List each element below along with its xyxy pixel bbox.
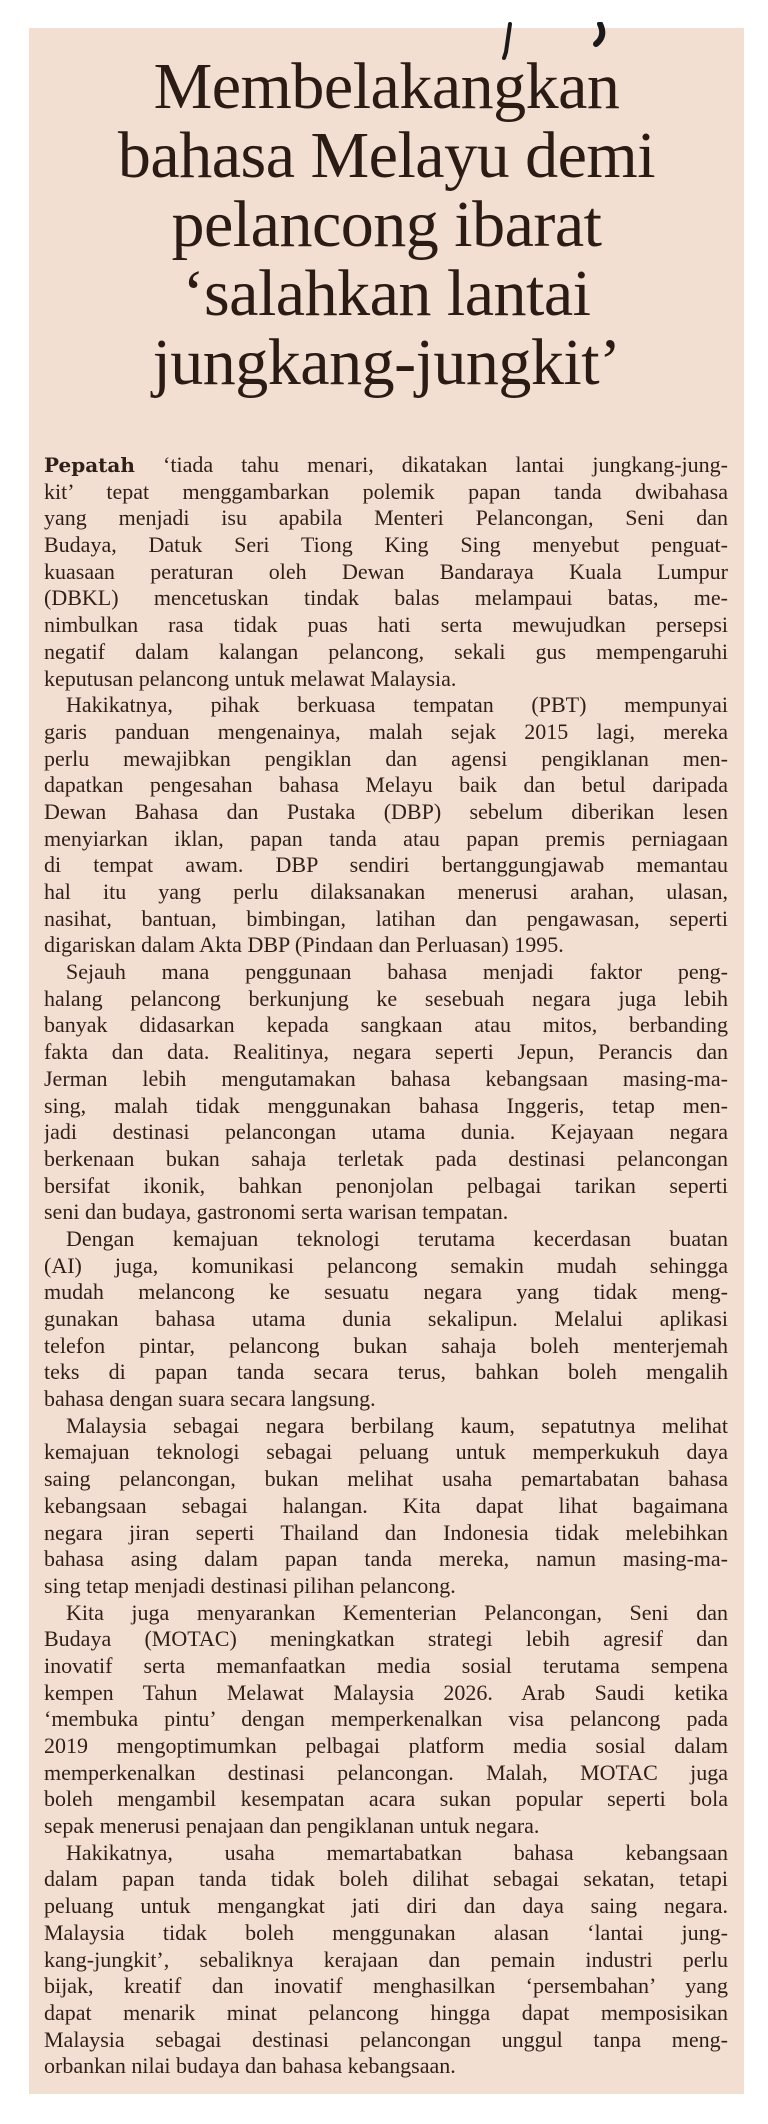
- text-line: Hakikatnya, pihak berkuasa tempatan (PBT) mempunyai: [66, 692, 728, 718]
- text-line: Malaysia tidak boleh menggunakan alasan ‘lantai jung-: [44, 1919, 728, 1945]
- text-line: digariskan dalam Akta DBP (Pindaan dan Perluasan) 1995.: [44, 932, 564, 958]
- text-line: Budaya, Datuk Seri Tiong King Sing menyebut penguat-: [44, 532, 728, 558]
- text-line: garis panduan mengenainya, malah sejak 2015 lagi, mereka: [44, 718, 728, 744]
- text-line: (DBKL) mencetuskan tindak balas melampaui batas, me-: [44, 585, 728, 611]
- text-line: kang-jungkit’, sebaliknya kerajaan dan pemain industri perlu: [44, 1946, 728, 1972]
- text-line: kuasaan peraturan oleh Dewan Bandaraya Kuala Lumpur: [44, 558, 728, 584]
- text-line: bersifat ikonik, bahkan penonjolan pelbagai tarikan seperti: [44, 1172, 728, 1198]
- text-line: berkenaan bukan sahaja terletak pada destinasi pelancongan: [44, 1145, 728, 1171]
- text-line: saing pelancongan, bukan melihat usaha pemartabatan bahasa: [44, 1466, 728, 1492]
- lead-word: Pepatah: [44, 453, 135, 477]
- text-line: sing, malah tidak menggunakan bahasa Inggeris, tetap men-: [44, 1092, 728, 1118]
- text-line: nasihat, bantuan, bimbingan, latihan dan pengawasan, seperti: [44, 905, 728, 931]
- text-line: di tempat awam. DBP sendiri bertanggungjawab memantau: [44, 852, 728, 878]
- text-line: menyiarkan iklan, papan tanda atau papan premis perniagaan: [44, 825, 728, 851]
- article-paragraph: [44, 1840, 728, 2080]
- text-line: Malaysia sebagai destinasi pelancongan unggul tanpa meng-: [44, 2026, 728, 2052]
- headline-line: Membelakangkan: [153, 50, 620, 123]
- headline-line: ‘salahkan lantai: [182, 257, 591, 330]
- article-body: [44, 452, 728, 2080]
- text-line: peluang untuk mengangkat jati diri dan daya saing negara.: [44, 1893, 728, 1919]
- article-paragraph: [44, 1226, 728, 1413]
- text-line: kit’ tepat menggambarkan polemik papan tanda dwibahasa: [44, 478, 728, 504]
- article-paragraph: [44, 692, 728, 959]
- text-line: teks di papan tanda secara terus, bahkan boleh mengalih: [44, 1359, 728, 1385]
- text-line: 2019 mengoptimumkan pelbagai platform media sosial dalam: [44, 1733, 728, 1758]
- text-line: orbankan nilai budaya dan bahasa kebangsaan.: [44, 2053, 456, 2079]
- text-line: banyak didasarkan kepada sangkaan atau mitos, berbanding: [44, 1012, 728, 1038]
- article-paragraph: [44, 959, 728, 1226]
- text-line: nimbulkan rasa tidak puas hati serta mewujudkan persepsi: [44, 612, 728, 638]
- text-line: kemajuan teknologi sebagai peluang untuk memperkukuh daya: [44, 1439, 728, 1465]
- article-paragraph: [44, 1413, 728, 1600]
- text-line: seni dan budaya, gastronomi serta warisan tempatan.: [44, 1199, 509, 1225]
- text-line: bijak, kreatif dan inovatif menghasilkan ‘persembahan’ yang: [44, 1973, 728, 1999]
- text-line: halang pelancong berkunjung ke sesebuah negara juga lebih: [44, 985, 728, 1011]
- article-headline: [29, 52, 744, 397]
- headline-line: jungkang-jungkit’: [152, 326, 621, 399]
- text-line: (AI) juga, komunikasi pelancong semakin mudah sehingga: [44, 1252, 728, 1278]
- text-line: fakta dan data. Realitinya, negara seperti Jepun, Perancis dan: [44, 1039, 728, 1065]
- text-line: Jerman lebih mengutamakan bahasa kebangsaan masing-ma-: [44, 1065, 728, 1091]
- article-paragraph: [44, 1600, 728, 1840]
- text-line: dapatkan pengesahan bahasa Melayu baik dan betul daripada: [44, 772, 728, 798]
- text-line: dalam papan tanda tidak boleh dilihat sebagai sekatan, tetapi: [44, 1866, 728, 1892]
- text-line: inovatif serta memanfaatkan media sosial terutama sempena: [44, 1652, 728, 1678]
- text-line: perlu mewajibkan pengiklan dan agensi pengiklanan men-: [44, 745, 728, 771]
- text-line: [44, 452, 728, 479]
- text-line: Hakikatnya, usaha memartabatkan bahasa kebangsaan: [66, 1839, 728, 1865]
- text-line: keputusan pelancong untuk melawat Malaysia.: [44, 665, 457, 691]
- text-line: memperkenalkan destinasi pelancongan. Malah, MOTAC juga: [44, 1759, 728, 1785]
- text-line: dapat menarik minat pelancong hingga dapat memposisikan: [44, 1999, 728, 2025]
- text-line: gunakan bahasa utama dunia sekalipun. Melalui aplikasi: [44, 1306, 728, 1331]
- text-line: Malaysia sebagai negara berbilang kaum, sepatutnya melihat: [66, 1412, 728, 1438]
- article-paragraph: [44, 452, 728, 692]
- text-line: jadi destinasi pelancongan utama dunia. Kejayaan negara: [44, 1119, 728, 1145]
- text-line: bahasa asing dalam papan tanda mereka, namun masing-ma-: [44, 1546, 728, 1572]
- text-line: Dewan Bahasa dan Pustaka (DBP) sebelum diberikan lesen: [44, 798, 728, 824]
- text-line: Budaya (MOTAC) meningkatkan strategi lebih agresif dan: [44, 1626, 728, 1652]
- text-line: negara jiran seperti Thailand dan Indonesia tidak melebihkan: [44, 1519, 728, 1545]
- text-line: Sejauh mana penggunaan bahasa menjadi faktor peng-: [66, 959, 728, 985]
- text-line: kebangsaan sebagai halangan. Kita dapat lihat bagaimana: [44, 1492, 728, 1518]
- text-line: kempen Tahun Melawat Malaysia 2026. Arab Saudi ketika: [44, 1679, 728, 1705]
- text-line: yang menjadi isu apabila Menteri Pelancongan, Seni dan: [44, 505, 728, 531]
- text-line: Dengan kemajuan teknologi terutama kecerdasan buatan: [66, 1225, 728, 1251]
- text-line: hal itu yang perlu dilaksanakan menerusi arahan, ulasan,: [44, 879, 728, 904]
- text-line: Kita juga menyarankan Kementerian Pelancongan, Seni dan: [66, 1599, 728, 1625]
- text-line: bahasa dengan suara secara langsung.: [44, 1386, 376, 1412]
- text-line-rest: ‘tiada tahu menari, dikatakan lantai jungkang-jung-: [163, 452, 728, 477]
- headline-line: pelancong ibarat: [171, 188, 602, 261]
- text-line: ‘membuka pintu’ dengan memperkenalkan visa pelancong pada: [44, 1706, 728, 1732]
- text-line: boleh mengambil kesempatan acara sukan popular seperti bola: [44, 1786, 728, 1812]
- text-line: sing tetap menjadi destinasi pilihan pelancong.: [44, 1572, 456, 1598]
- text-line: mudah melancong ke sesuatu negara yang tidak meng-: [44, 1279, 728, 1305]
- text-line: telefon pintar, pelancong bukan sahaja boleh menterjemah: [44, 1332, 728, 1358]
- text-line: negatif dalam kalangan pelancong, sekali gus mempengaruhi: [44, 638, 728, 664]
- headline-line: bahasa Melayu demi: [117, 119, 656, 192]
- text-line: sepak menerusi penajaan dan pengiklanan untuk negara.: [44, 1813, 540, 1839]
